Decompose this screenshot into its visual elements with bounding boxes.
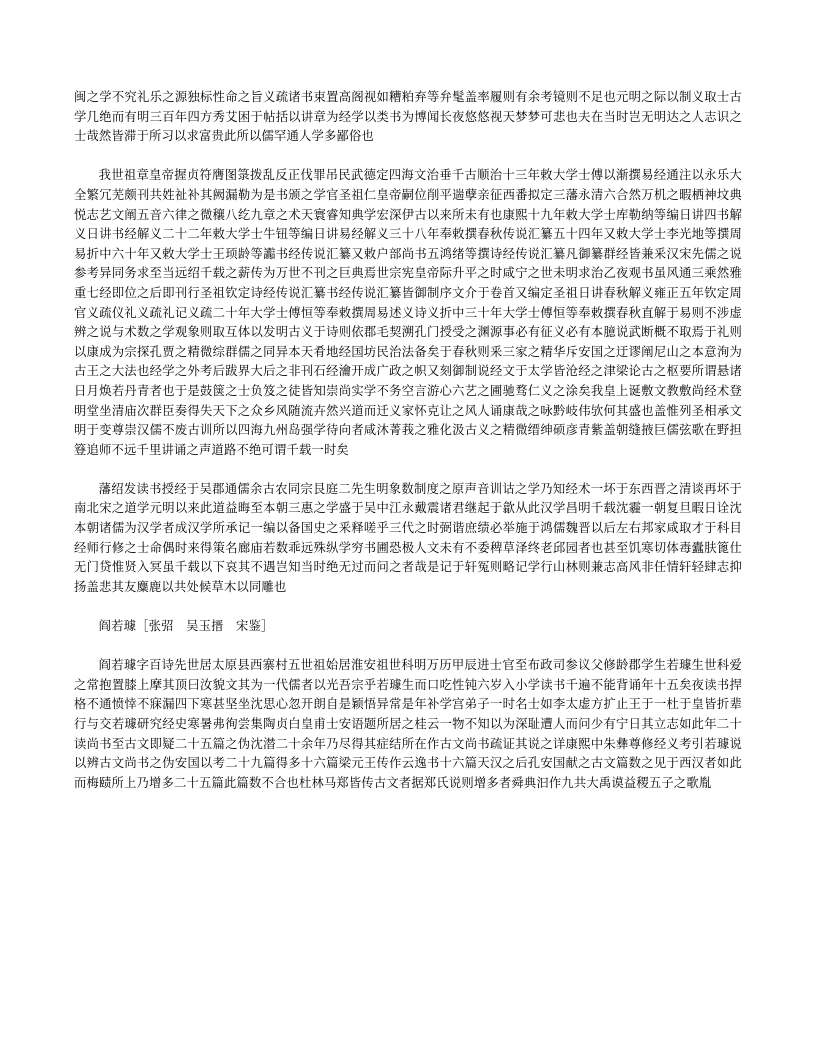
paragraph-1: 闽之学不究礼乐之源独标性命之旨义疏诸书束置高阁视如糟粕弃等弁髦盖率履则有余考镜则不足也元明之际以制义取士古学几绝而有明三百年四方秀艾困于帖括以讲章为经学以类书为博闻长夜悠悠视天梦梦可悲也夫在当时岂无明达之人志识之士哉然皆滞于所习以求富贵此所以儒罕通人学多鄙俗也 (74, 90, 742, 144)
paragraph-spacer (74, 597, 742, 617)
document-body (74, 88, 742, 793)
paragraph-3: 藩绍发读书授经于吴郡通儒余古农同宗艮庭二先生明象数制度之原声音训诂之学乃知经术一坏于东西晋之清谈再坏于南北宋之道学元明以来此道益晦至本朝三惠之学盛于吴中江永戴震诸君继起于歙从此汉学昌明千载沈霾一朝复旦暇日诠沈本朝诸儒为汉学者成汉学所承记一编以备国史之釆释嗟乎三代之时弼谐庶绩必举施于鸿儒魏晋以后左右邦家咸取才于科目经师行修之士命偶时来得策名廊庙若数乖远殊纵学穷书圃恐极人文未有不委稗草泽终老邱园者也甚至饥寒切体毒蠹肤篦仕无门贷惟贤入冥虽千载以下哀其不遇岂知当时绝无过而问之者哉是记于轩冤则略记学行山林则兼志高风非任情轩轻肆志抑扬盖悲其友麋鹿以共处候草木以同雕也 (74, 481, 742, 594)
paragraph-spacer (74, 147, 742, 167)
paragraph-spacer (74, 637, 742, 657)
paragraph-2: 我世祖章皇帝握贞符膺图箓拨乱反正伐罪吊民武德定四海文治垂千古顺治十三年敕大学士傅以渐撰易经通注以永乐大全繁冗芜颇刊共姓祉补其阙漏勒为是书颁之学官圣祖仁皇帝嗣位削平遄孽亲征西番拟定三藩永清六合然万机之暇栖神坟典悦志艺文阐五音六律之微穰八纥九章之术天寰睿知典学宏深伊古以来所未有也康熙十九年敕大学士库勒纳等编日讲四书解义日讲书经解义二十二年敕大学士牛钮等编日讲易经解义三十八年奉敕撰春秋传说汇纂五十四年又敕大学士李光地等撰周易折中六十年又敕大学士王顼龄等讟书经传说汇纂又敕户部尚书五鸿绪等撰诗经传说汇纂凡御纂群经皆兼釆汉宋先儒之说参考异同务求至当远绍千载之薪传为万世不刊之巨典焉世宗宪皇帝际升平之时咸宁之世未明求治乙夜观书虽风通三乘然雅重七经即位之后即刊行圣祖钦定诗经传说汇纂书经传说汇纂皆御制序文介于卷首又编定圣祖日讲春秋解义雍正五年钦定周官义疏仪礼义疏礼记义疏二十年大学士傅恒等奉敕撰周易述义诗义折中三十年大学士傅恒等奉敕撰春秋直解于易则不涉虚辨之说与术数之学观象则取互体以发明古义于诗则依郡毛契溯孔门授受之渊源事必有征义必有本臆说武断概不取焉于礼则以康成为宗探孔贾之精微综群儒之同异本天肴地经国坊民治法备矣于春秋则釆三家之精华斥安国之迂谬阐尼山之本意洵为古王之大法也经学之外考后跋界大后之非刊石经瀹开成广政之帜又刻御制说经文于太学皆沧经之津梁论古之枢要所谓悬诸日月焕若丹青者也于是鼓箧之士负笈之徒皆知崇尚实学不务空言游心六艺之圃驰骛仁义之涂矣我皇上诞敷文教敷尚经术登明堂坐清庙次群臣奏得失天下之众乡风随流卉然兴道而迁义家怀克让之风人诵康哉之咏黔岐伟欤何其盛也盖惟列圣相承文明于变尊崇汉儒不废古训所以四海九州岛强学待向者咸沐菁莪之雅化汲古义之精微缙绅硕彦青紫盖朝缝掖巨儒弦歌在野担簦追师不远千里讲诵之声道路不绝可谓千载一时矣 (74, 168, 742, 457)
paragraph-spacer (74, 460, 742, 480)
section-heading: 阎若璩［张弨 吴玉搢 宋鉴］ (98, 619, 274, 634)
paragraph-4: 阎若璩字百诗先世居太原县西寨村五世祖始居淮安祖世科明万历甲辰进士官至布政司参议父修龄郡学生若璩生世科爱之常抱置膝上摩其顶曰汝貌文其为一代儒者以光吾宗乎若璩生而口吃性钝六岁入小学读书千遍不能背诵年十五矣夜读书捍格不通愤悻不寐漏四下寒甚坚坐沈思心忽开朗自是颖悟异常是年补学宫弟子一时名士如李太虚方扩止王于一杜于皇皆折辈行与交若璩研究经史寒暑弗徇尝集陶贞白皇甫士安语题所居之桂云一物不知以为深耻遭人而问少有宁日其立志如此年二十读尚书至古文即疑二十五篇之伪沈潜二十余年乃尽得其症结所在作古文尚书疏证其说之详康熙中朱彝尊修经义考引若璩说以辨古文尚书之伪安国以考二十九篇得多十六篇梁元王传作云逸书十六篇天汉之后孔安国献之古文篇数之见于西汉者如此而梅赜所上乃增多二十五篇此篇数不合也杜林马郑皆传古文者据郑氏说则增多者舜典汩作九共大禹谟益稷五子之歌胤 (74, 658, 742, 790)
